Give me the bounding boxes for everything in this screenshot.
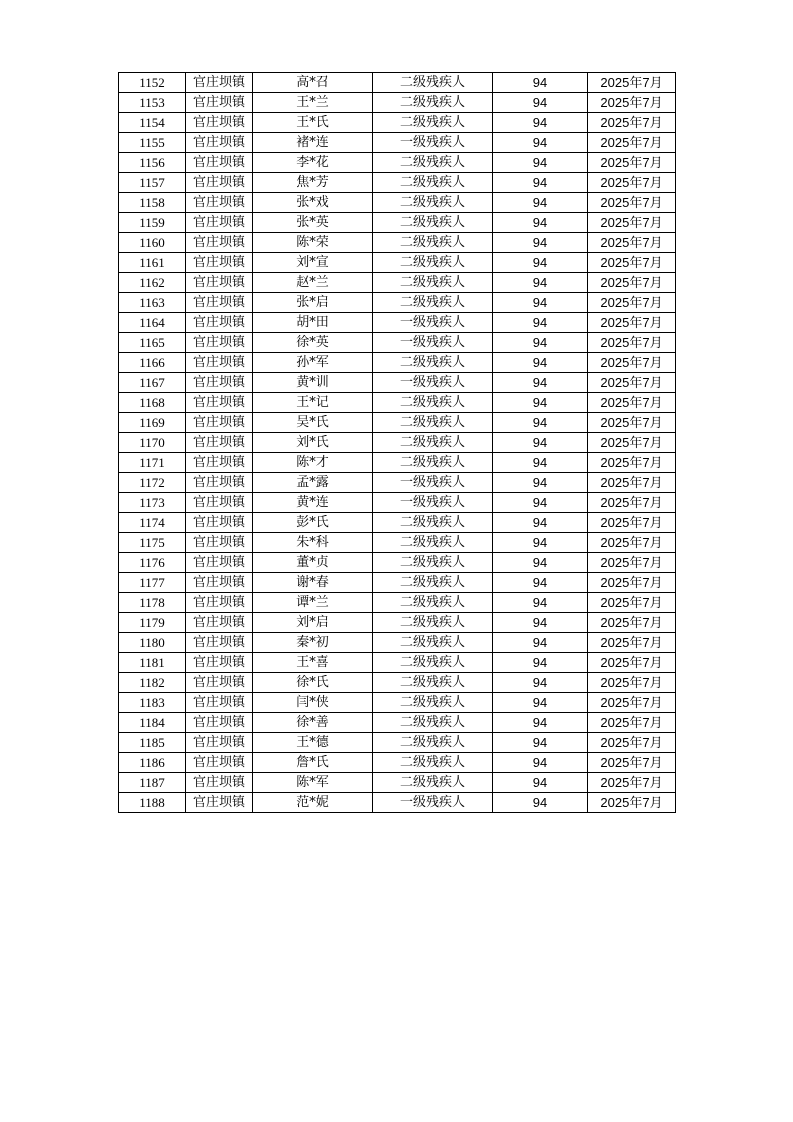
month-cell: 2025年7月 [588, 673, 676, 693]
town-cell: 官庄坝镇 [186, 153, 253, 173]
amount-cell: 94 [493, 493, 588, 513]
disability-level-cell: 二级残疾人 [373, 693, 493, 713]
table-row [119, 633, 676, 653]
disability-level-cell: 一级残疾人 [373, 313, 493, 333]
serial-number-cell: 1174 [119, 513, 186, 533]
table-row [119, 773, 676, 793]
serial-number-cell: 1175 [119, 533, 186, 553]
person-name-cell: 谭*兰 [253, 593, 373, 613]
serial-number-cell: 1156 [119, 153, 186, 173]
table-row [119, 73, 676, 93]
amount-cell: 94 [493, 473, 588, 493]
person-name-cell: 朱*科 [253, 533, 373, 553]
month-cell: 2025年7月 [588, 333, 676, 353]
amount-cell: 94 [493, 513, 588, 533]
table-row [119, 293, 676, 313]
table-row [119, 213, 676, 233]
town-cell: 官庄坝镇 [186, 293, 253, 313]
amount-cell: 94 [493, 633, 588, 653]
town-cell: 官庄坝镇 [186, 733, 253, 753]
town-cell: 官庄坝镇 [186, 653, 253, 673]
serial-number-cell: 1166 [119, 353, 186, 373]
person-name-cell: 徐*英 [253, 333, 373, 353]
amount-cell: 94 [493, 313, 588, 333]
person-name-cell: 黄*连 [253, 493, 373, 513]
person-name-cell: 焦*芳 [253, 173, 373, 193]
month-cell: 2025年7月 [588, 533, 676, 553]
serial-number-cell: 1160 [119, 233, 186, 253]
table-row [119, 413, 676, 433]
amount-cell: 94 [493, 653, 588, 673]
town-cell: 官庄坝镇 [186, 393, 253, 413]
person-name-cell: 张*启 [253, 293, 373, 313]
serial-number-cell: 1180 [119, 633, 186, 653]
town-cell: 官庄坝镇 [186, 593, 253, 613]
disability-level-cell: 二级残疾人 [373, 753, 493, 773]
disability-level-cell: 二级残疾人 [373, 553, 493, 573]
disability-level-cell: 二级残疾人 [373, 233, 493, 253]
month-cell: 2025年7月 [588, 213, 676, 233]
table-row [119, 653, 676, 673]
town-cell: 官庄坝镇 [186, 413, 253, 433]
person-name-cell: 王*氏 [253, 113, 373, 133]
town-cell: 官庄坝镇 [186, 753, 253, 773]
person-name-cell: 陈*军 [253, 773, 373, 793]
serial-number-cell: 1173 [119, 493, 186, 513]
amount-cell: 94 [493, 573, 588, 593]
month-cell: 2025年7月 [588, 593, 676, 613]
amount-cell: 94 [493, 253, 588, 273]
disability-level-cell: 二级残疾人 [373, 153, 493, 173]
table-row [119, 93, 676, 113]
disability-level-cell: 二级残疾人 [373, 613, 493, 633]
serial-number-cell: 1164 [119, 313, 186, 333]
amount-cell: 94 [493, 733, 588, 753]
amount-cell: 94 [493, 553, 588, 573]
table-row [119, 473, 676, 493]
disability-level-cell: 二级残疾人 [373, 653, 493, 673]
town-cell: 官庄坝镇 [186, 193, 253, 213]
table-row [119, 533, 676, 553]
person-name-cell: 王*喜 [253, 653, 373, 673]
person-name-cell: 张*英 [253, 213, 373, 233]
month-cell: 2025年7月 [588, 513, 676, 533]
month-cell: 2025年7月 [588, 473, 676, 493]
table-row [119, 573, 676, 593]
table-row [119, 333, 676, 353]
town-cell: 官庄坝镇 [186, 673, 253, 693]
serial-number-cell: 1183 [119, 693, 186, 713]
disability-level-cell: 二级残疾人 [373, 93, 493, 113]
amount-cell: 94 [493, 693, 588, 713]
town-cell: 官庄坝镇 [186, 513, 253, 533]
disability-level-cell: 二级残疾人 [373, 533, 493, 553]
disability-level-cell: 二级残疾人 [373, 73, 493, 93]
town-cell: 官庄坝镇 [186, 573, 253, 593]
person-name-cell: 董*贞 [253, 553, 373, 573]
serial-number-cell: 1165 [119, 333, 186, 353]
month-cell: 2025年7月 [588, 733, 676, 753]
table-row [119, 313, 676, 333]
month-cell: 2025年7月 [588, 233, 676, 253]
table-row [119, 453, 676, 473]
person-name-cell: 褚*连 [253, 133, 373, 153]
serial-number-cell: 1178 [119, 593, 186, 613]
disability-level-cell: 二级残疾人 [373, 253, 493, 273]
amount-cell: 94 [493, 753, 588, 773]
month-cell: 2025年7月 [588, 453, 676, 473]
disability-level-cell: 二级残疾人 [373, 413, 493, 433]
person-name-cell: 孟*露 [253, 473, 373, 493]
person-name-cell: 徐*善 [253, 713, 373, 733]
town-cell: 官庄坝镇 [186, 633, 253, 653]
table-row [119, 513, 676, 533]
disability-level-cell: 二级残疾人 [373, 733, 493, 753]
person-name-cell: 徐*氏 [253, 673, 373, 693]
disability-level-cell: 二级残疾人 [373, 513, 493, 533]
person-name-cell: 赵*兰 [253, 273, 373, 293]
amount-cell: 94 [493, 153, 588, 173]
table-row [119, 153, 676, 173]
month-cell: 2025年7月 [588, 173, 676, 193]
serial-number-cell: 1170 [119, 433, 186, 453]
amount-cell: 94 [493, 93, 588, 113]
person-name-cell: 闫*侠 [253, 693, 373, 713]
amount-cell: 94 [493, 433, 588, 453]
disability-level-cell: 二级残疾人 [373, 713, 493, 733]
town-cell: 官庄坝镇 [186, 553, 253, 573]
table-row [119, 613, 676, 633]
disability-level-cell: 二级残疾人 [373, 773, 493, 793]
disability-level-cell: 一级残疾人 [373, 473, 493, 493]
person-name-cell: 刘*启 [253, 613, 373, 633]
town-cell: 官庄坝镇 [186, 793, 253, 813]
person-name-cell: 詹*氏 [253, 753, 373, 773]
serial-number-cell: 1158 [119, 193, 186, 213]
serial-number-cell: 1153 [119, 93, 186, 113]
amount-cell: 94 [493, 293, 588, 313]
person-name-cell: 孙*军 [253, 353, 373, 373]
serial-number-cell: 1187 [119, 773, 186, 793]
town-cell: 官庄坝镇 [186, 273, 253, 293]
disability-level-cell: 二级残疾人 [373, 353, 493, 373]
amount-cell: 94 [493, 593, 588, 613]
disability-level-cell: 二级残疾人 [373, 573, 493, 593]
table-row [119, 173, 676, 193]
disability-level-cell: 二级残疾人 [373, 173, 493, 193]
serial-number-cell: 1168 [119, 393, 186, 413]
amount-cell: 94 [493, 333, 588, 353]
disability-level-cell: 一级残疾人 [373, 133, 493, 153]
serial-number-cell: 1176 [119, 553, 186, 573]
disability-level-cell: 一级残疾人 [373, 333, 493, 353]
person-name-cell: 陈*才 [253, 453, 373, 473]
month-cell: 2025年7月 [588, 113, 676, 133]
person-name-cell: 谢*春 [253, 573, 373, 593]
serial-number-cell: 1157 [119, 173, 186, 193]
person-name-cell: 李*花 [253, 153, 373, 173]
month-cell: 2025年7月 [588, 493, 676, 513]
person-name-cell: 王*记 [253, 393, 373, 413]
serial-number-cell: 1159 [119, 213, 186, 233]
person-name-cell: 秦*初 [253, 633, 373, 653]
person-name-cell: 黄*训 [253, 373, 373, 393]
month-cell: 2025年7月 [588, 293, 676, 313]
table-row [119, 753, 676, 773]
disability-level-cell: 二级残疾人 [373, 673, 493, 693]
person-name-cell: 胡*田 [253, 313, 373, 333]
month-cell: 2025年7月 [588, 393, 676, 413]
month-cell: 2025年7月 [588, 373, 676, 393]
amount-cell: 94 [493, 413, 588, 433]
month-cell: 2025年7月 [588, 353, 676, 373]
person-name-cell: 范*妮 [253, 793, 373, 813]
month-cell: 2025年7月 [588, 713, 676, 733]
month-cell: 2025年7月 [588, 773, 676, 793]
disability-level-cell: 二级残疾人 [373, 633, 493, 653]
table-row [119, 433, 676, 453]
serial-number-cell: 1186 [119, 753, 186, 773]
town-cell: 官庄坝镇 [186, 133, 253, 153]
table-row [119, 133, 676, 153]
serial-number-cell: 1172 [119, 473, 186, 493]
serial-number-cell: 1161 [119, 253, 186, 273]
town-cell: 官庄坝镇 [186, 73, 253, 93]
table-row [119, 693, 676, 713]
town-cell: 官庄坝镇 [186, 313, 253, 333]
table-row [119, 353, 676, 373]
town-cell: 官庄坝镇 [186, 173, 253, 193]
serial-number-cell: 1171 [119, 453, 186, 473]
amount-cell: 94 [493, 233, 588, 253]
amount-cell: 94 [493, 273, 588, 293]
town-cell: 官庄坝镇 [186, 473, 253, 493]
disability-level-cell: 二级残疾人 [373, 433, 493, 453]
month-cell: 2025年7月 [588, 73, 676, 93]
serial-number-cell: 1162 [119, 273, 186, 293]
amount-cell: 94 [493, 113, 588, 133]
town-cell: 官庄坝镇 [186, 353, 253, 373]
person-name-cell: 彭*氏 [253, 513, 373, 533]
month-cell: 2025年7月 [588, 133, 676, 153]
person-name-cell: 王*兰 [253, 93, 373, 113]
table-row [119, 713, 676, 733]
amount-cell: 94 [493, 453, 588, 473]
person-name-cell: 王*德 [253, 733, 373, 753]
month-cell: 2025年7月 [588, 433, 676, 453]
table-row [119, 193, 676, 213]
amount-cell: 94 [493, 673, 588, 693]
person-name-cell: 张*戏 [253, 193, 373, 213]
serial-number-cell: 1179 [119, 613, 186, 633]
town-cell: 官庄坝镇 [186, 253, 253, 273]
disability-level-cell: 一级残疾人 [373, 373, 493, 393]
table-row [119, 253, 676, 273]
person-name-cell: 陈*荣 [253, 233, 373, 253]
disability-level-cell: 一级残疾人 [373, 793, 493, 813]
month-cell: 2025年7月 [588, 273, 676, 293]
amount-cell: 94 [493, 193, 588, 213]
table-row [119, 673, 676, 693]
month-cell: 2025年7月 [588, 753, 676, 773]
serial-number-cell: 1181 [119, 653, 186, 673]
disability-level-cell: 二级残疾人 [373, 213, 493, 233]
table-row [119, 393, 676, 413]
serial-number-cell: 1163 [119, 293, 186, 313]
person-name-cell: 吴*氏 [253, 413, 373, 433]
disability-level-cell: 二级残疾人 [373, 393, 493, 413]
town-cell: 官庄坝镇 [186, 713, 253, 733]
town-cell: 官庄坝镇 [186, 113, 253, 133]
disability-level-cell: 二级残疾人 [373, 453, 493, 473]
month-cell: 2025年7月 [588, 553, 676, 573]
town-cell: 官庄坝镇 [186, 773, 253, 793]
disability-level-cell: 二级残疾人 [373, 593, 493, 613]
serial-number-cell: 1177 [119, 573, 186, 593]
serial-number-cell: 1182 [119, 673, 186, 693]
serial-number-cell: 1188 [119, 793, 186, 813]
town-cell: 官庄坝镇 [186, 333, 253, 353]
month-cell: 2025年7月 [588, 653, 676, 673]
amount-cell: 94 [493, 393, 588, 413]
month-cell: 2025年7月 [588, 253, 676, 273]
person-name-cell: 刘*氏 [253, 433, 373, 453]
amount-cell: 94 [493, 173, 588, 193]
town-cell: 官庄坝镇 [186, 693, 253, 713]
month-cell: 2025年7月 [588, 413, 676, 433]
month-cell: 2025年7月 [588, 313, 676, 333]
table-row [119, 593, 676, 613]
town-cell: 官庄坝镇 [186, 213, 253, 233]
table-row [119, 733, 676, 753]
town-cell: 官庄坝镇 [186, 433, 253, 453]
month-cell: 2025年7月 [588, 793, 676, 813]
amount-cell: 94 [493, 793, 588, 813]
serial-number-cell: 1167 [119, 373, 186, 393]
town-cell: 官庄坝镇 [186, 493, 253, 513]
month-cell: 2025年7月 [588, 573, 676, 593]
amount-cell: 94 [493, 73, 588, 93]
town-cell: 官庄坝镇 [186, 533, 253, 553]
serial-number-cell: 1169 [119, 413, 186, 433]
disability-level-cell: 二级残疾人 [373, 273, 493, 293]
serial-number-cell: 1184 [119, 713, 186, 733]
month-cell: 2025年7月 [588, 633, 676, 653]
table-row [119, 113, 676, 133]
table-row [119, 233, 676, 253]
serial-number-cell: 1155 [119, 133, 186, 153]
month-cell: 2025年7月 [588, 193, 676, 213]
subsidy-table [118, 72, 676, 813]
town-cell: 官庄坝镇 [186, 613, 253, 633]
amount-cell: 94 [493, 713, 588, 733]
disability-level-cell: 一级残疾人 [373, 493, 493, 513]
serial-number-cell: 1154 [119, 113, 186, 133]
town-cell: 官庄坝镇 [186, 233, 253, 253]
table-row [119, 553, 676, 573]
amount-cell: 94 [493, 533, 588, 553]
person-name-cell: 刘*宣 [253, 253, 373, 273]
amount-cell: 94 [493, 133, 588, 153]
table-row [119, 373, 676, 393]
table-body [119, 73, 676, 813]
amount-cell: 94 [493, 773, 588, 793]
amount-cell: 94 [493, 613, 588, 633]
serial-number-cell: 1152 [119, 73, 186, 93]
table-row [119, 493, 676, 513]
amount-cell: 94 [493, 373, 588, 393]
month-cell: 2025年7月 [588, 93, 676, 113]
month-cell: 2025年7月 [588, 153, 676, 173]
town-cell: 官庄坝镇 [186, 93, 253, 113]
amount-cell: 94 [493, 213, 588, 233]
table-row [119, 793, 676, 813]
month-cell: 2025年7月 [588, 613, 676, 633]
amount-cell: 94 [493, 353, 588, 373]
disability-level-cell: 二级残疾人 [373, 193, 493, 213]
disability-level-cell: 二级残疾人 [373, 293, 493, 313]
month-cell: 2025年7月 [588, 693, 676, 713]
table-row [119, 273, 676, 293]
town-cell: 官庄坝镇 [186, 453, 253, 473]
serial-number-cell: 1185 [119, 733, 186, 753]
town-cell: 官庄坝镇 [186, 373, 253, 393]
person-name-cell: 高*召 [253, 73, 373, 93]
disability-level-cell: 二级残疾人 [373, 113, 493, 133]
